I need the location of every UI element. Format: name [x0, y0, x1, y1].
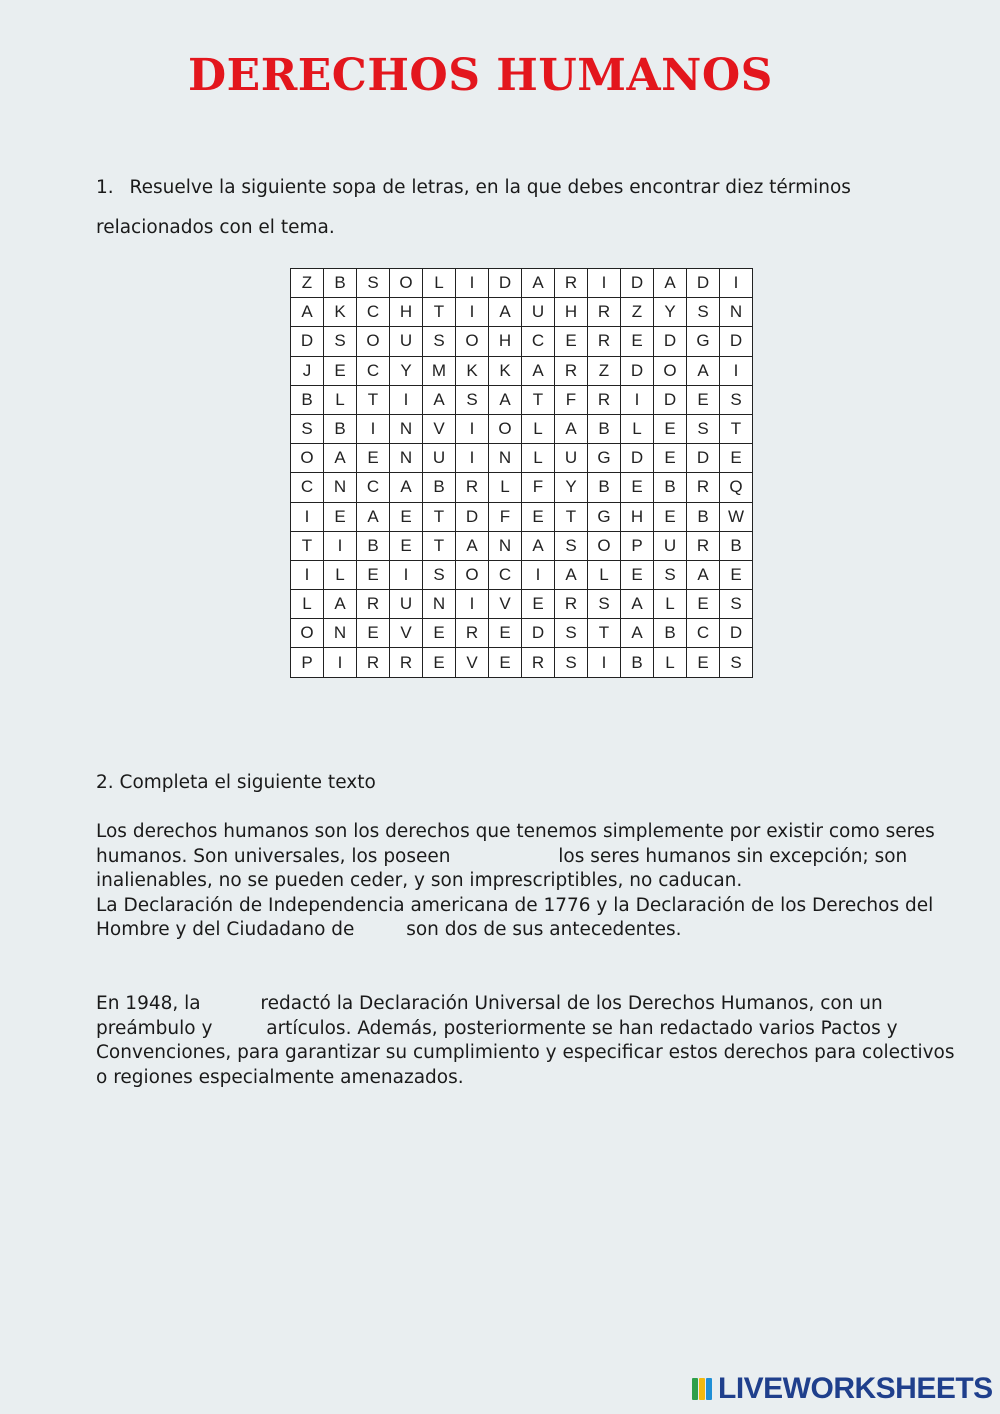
- grid-cell[interactable]: A: [489, 385, 522, 414]
- grid-cell[interactable]: T: [720, 414, 753, 443]
- grid-cell[interactable]: F: [522, 473, 555, 502]
- grid-row: [291, 590, 753, 619]
- grid-cell[interactable]: H: [390, 298, 423, 327]
- grid-cell[interactable]: D: [489, 269, 522, 298]
- grid-cell[interactable]: I: [357, 414, 390, 443]
- grid-cell[interactable]: S: [555, 531, 588, 560]
- grid-cell[interactable]: N: [489, 444, 522, 473]
- blank-input-4[interactable]: [218, 1033, 260, 1034]
- grid-cell[interactable]: C: [522, 327, 555, 356]
- grid-cell[interactable]: T: [423, 298, 456, 327]
- grid-cell[interactable]: R: [588, 327, 621, 356]
- grid-cell[interactable]: I: [456, 414, 489, 443]
- grid-cell[interactable]: Z: [588, 356, 621, 385]
- grid-cell[interactable]: K: [456, 356, 489, 385]
- grid-cell[interactable]: O: [390, 269, 423, 298]
- question-1-number: 1.: [96, 177, 114, 198]
- grid-cell[interactable]: N: [324, 619, 357, 648]
- grid-cell[interactable]: E: [720, 444, 753, 473]
- grid-cell[interactable]: E: [687, 648, 720, 677]
- grid-cell[interactable]: E: [654, 444, 687, 473]
- grid-cell[interactable]: A: [357, 502, 390, 531]
- question-1-text: Resuelve la siguiente sopa de letras, en la que debes encontrar diez términos relacionados con el tema.: [96, 177, 851, 238]
- grid-cell[interactable]: S: [456, 385, 489, 414]
- grid-cell[interactable]: I: [456, 444, 489, 473]
- grid-cell[interactable]: E: [324, 502, 357, 531]
- grid-cell[interactable]: I: [324, 648, 357, 677]
- grid-cell[interactable]: R: [687, 473, 720, 502]
- grid-row: [291, 648, 753, 677]
- paragraph-2-text-b: redactó la Declaración Universal de los Derechos Humanos, con un preámbulo y: [96, 993, 883, 1039]
- grid-cell[interactable]: R: [522, 648, 555, 677]
- grid-cell[interactable]: S: [423, 327, 456, 356]
- grid-cell[interactable]: M: [423, 356, 456, 385]
- grid-cell[interactable]: D: [720, 327, 753, 356]
- grid-cell[interactable]: I: [720, 269, 753, 298]
- grid-cell[interactable]: D: [720, 619, 753, 648]
- grid-cell[interactable]: O: [489, 414, 522, 443]
- grid-cell[interactable]: D: [522, 619, 555, 648]
- grid-row: [291, 502, 753, 531]
- grid-cell[interactable]: E: [423, 619, 456, 648]
- grid-cell[interactable]: A: [522, 269, 555, 298]
- grid-cell[interactable]: S: [720, 385, 753, 414]
- grid-cell[interactable]: R: [357, 648, 390, 677]
- grid-cell[interactable]: U: [390, 590, 423, 619]
- grid-cell[interactable]: O: [357, 327, 390, 356]
- grid-cell[interactable]: P: [291, 648, 324, 677]
- grid-cell[interactable]: C: [291, 473, 324, 502]
- grid-cell[interactable]: N: [390, 414, 423, 443]
- grid-cell[interactable]: L: [324, 560, 357, 589]
- grid-cell[interactable]: S: [324, 327, 357, 356]
- question-2-title: 2. Completa el siguiente texto: [96, 772, 376, 793]
- grid-cell[interactable]: D: [687, 269, 720, 298]
- grid-cell[interactable]: B: [324, 414, 357, 443]
- grid-cell[interactable]: L: [621, 414, 654, 443]
- grid-cell[interactable]: A: [324, 444, 357, 473]
- grid-row: [291, 269, 753, 298]
- grid-cell[interactable]: R: [555, 356, 588, 385]
- grid-cell[interactable]: B: [357, 531, 390, 560]
- grid-cell[interactable]: C: [687, 619, 720, 648]
- grid-cell[interactable]: V: [390, 619, 423, 648]
- paragraph-2-text-c: artículos. Además, posteriormente se han redactado varios Pactos y Convenciones, para garantizar su cumplimiento y especificar estos derechos para colectivos o regiones especialmente amenazados.: [96, 1017, 955, 1088]
- grid-row: [291, 356, 753, 385]
- grid-row: [291, 385, 753, 414]
- grid-cell[interactable]: B: [588, 473, 621, 502]
- grid-cell[interactable]: V: [423, 414, 456, 443]
- liveworksheets-logo-icon: [692, 1376, 714, 1402]
- grid-cell[interactable]: O: [456, 327, 489, 356]
- grid-cell[interactable]: D: [687, 444, 720, 473]
- blank-input-1[interactable]: [456, 861, 552, 862]
- grid-cell[interactable]: Z: [291, 269, 324, 298]
- grid-cell[interactable]: E: [687, 385, 720, 414]
- grid-cell[interactable]: P: [621, 531, 654, 560]
- paragraph-1-text-b: los seres humanos sin excepción; son inalienables, no se pueden ceder, y son imprescriptibles, no caducan.: [96, 845, 908, 892]
- grid-cell[interactable]: E: [357, 619, 390, 648]
- grid-cell[interactable]: N: [390, 444, 423, 473]
- grid-cell[interactable]: I: [291, 502, 324, 531]
- grid-cell[interactable]: B: [654, 473, 687, 502]
- grid-cell[interactable]: B: [423, 473, 456, 502]
- grid-row: [291, 327, 753, 356]
- grid-cell[interactable]: R: [555, 269, 588, 298]
- grid-cell[interactable]: I: [390, 560, 423, 589]
- grid-cell[interactable]: C: [357, 473, 390, 502]
- grid-cell[interactable]: K: [324, 298, 357, 327]
- grid-cell[interactable]: S: [654, 560, 687, 589]
- grid-cell[interactable]: G: [687, 327, 720, 356]
- paragraph-1-text-d: son dos de sus antecedentes.: [406, 919, 682, 941]
- grid-cell[interactable]: D: [291, 327, 324, 356]
- grid-cell[interactable]: N: [324, 473, 357, 502]
- grid-cell[interactable]: A: [291, 298, 324, 327]
- grid-cell[interactable]: C: [357, 356, 390, 385]
- grid-cell[interactable]: I: [522, 560, 555, 589]
- grid-cell[interactable]: D: [621, 444, 654, 473]
- grid-cell[interactable]: E: [654, 414, 687, 443]
- grid-cell[interactable]: J: [291, 356, 324, 385]
- grid-cell[interactable]: L: [588, 560, 621, 589]
- grid-cell[interactable]: E: [390, 502, 423, 531]
- grid-cell[interactable]: T: [522, 385, 555, 414]
- grid-cell[interactable]: E: [720, 560, 753, 589]
- grid-cell[interactable]: E: [357, 560, 390, 589]
- grid-cell[interactable]: L: [291, 590, 324, 619]
- grid-cell[interactable]: I: [324, 531, 357, 560]
- grid-cell[interactable]: E: [324, 356, 357, 385]
- grid-cell[interactable]: V: [456, 648, 489, 677]
- grid-cell[interactable]: S: [291, 414, 324, 443]
- grid-cell[interactable]: N: [489, 531, 522, 560]
- grid-cell[interactable]: Y: [555, 473, 588, 502]
- grid-cell[interactable]: O: [291, 444, 324, 473]
- paragraph-1-text-a: Los derechos humanos son los derechos que tenemos simplemente por existir como seres humanos. Son universales, los poseen: [96, 821, 935, 867]
- grid-cell[interactable]: F: [555, 385, 588, 414]
- grid-cell[interactable]: T: [291, 531, 324, 560]
- grid-cell[interactable]: A: [687, 560, 720, 589]
- grid-row: [291, 473, 753, 502]
- grid-cell[interactable]: U: [522, 298, 555, 327]
- grid-row: [291, 444, 753, 473]
- grid-cell[interactable]: E: [357, 444, 390, 473]
- grid-cell[interactable]: D: [621, 269, 654, 298]
- grid-cell[interactable]: A: [555, 414, 588, 443]
- grid-cell[interactable]: S: [357, 269, 390, 298]
- grid-cell[interactable]: B: [720, 531, 753, 560]
- blank-input-2[interactable]: [360, 934, 400, 935]
- word-search-grid: [290, 268, 753, 678]
- grid-cell[interactable]: T: [588, 619, 621, 648]
- grid-cell[interactable]: R: [687, 531, 720, 560]
- grid-cell[interactable]: R: [456, 473, 489, 502]
- grid-cell[interactable]: S: [555, 619, 588, 648]
- grid-cell[interactable]: S: [720, 590, 753, 619]
- liveworksheets-logo: [692, 1372, 993, 1406]
- blank-input-3[interactable]: [207, 1008, 255, 1009]
- grid-cell[interactable]: I: [456, 298, 489, 327]
- grid-row: [291, 560, 753, 589]
- grid-cell[interactable]: B: [588, 414, 621, 443]
- grid-cell[interactable]: E: [687, 590, 720, 619]
- grid-cell[interactable]: D: [621, 356, 654, 385]
- grid-cell[interactable]: I: [390, 385, 423, 414]
- grid-cell[interactable]: S: [423, 560, 456, 589]
- grid-cell[interactable]: R: [357, 590, 390, 619]
- grid-cell[interactable]: R: [555, 590, 588, 619]
- grid-cell[interactable]: E: [654, 502, 687, 531]
- grid-cell[interactable]: I: [720, 356, 753, 385]
- grid-cell[interactable]: C: [357, 298, 390, 327]
- grid-cell[interactable]: U: [654, 531, 687, 560]
- grid-cell[interactable]: E: [555, 327, 588, 356]
- paragraph-1: [96, 820, 966, 943]
- grid-cell[interactable]: D: [654, 385, 687, 414]
- grid-cell[interactable]: K: [489, 356, 522, 385]
- grid-cell[interactable]: G: [588, 502, 621, 531]
- grid-row: [291, 298, 753, 327]
- grid-cell[interactable]: R: [390, 648, 423, 677]
- grid-cell[interactable]: D: [456, 502, 489, 531]
- grid-cell[interactable]: E: [390, 531, 423, 560]
- grid-cell[interactable]: U: [555, 444, 588, 473]
- grid-cell[interactable]: C: [489, 560, 522, 589]
- grid-row: [291, 619, 753, 648]
- grid-cell[interactable]: B: [621, 648, 654, 677]
- grid-cell[interactable]: T: [555, 502, 588, 531]
- grid-cell[interactable]: E: [621, 473, 654, 502]
- grid-cell[interactable]: H: [621, 502, 654, 531]
- grid-cell[interactable]: I: [291, 560, 324, 589]
- grid-cell[interactable]: R: [588, 298, 621, 327]
- grid-cell[interactable]: S: [687, 298, 720, 327]
- grid-cell[interactable]: B: [291, 385, 324, 414]
- grid-cell[interactable]: E: [621, 327, 654, 356]
- grid-cell[interactable]: Y: [390, 356, 423, 385]
- grid-cell[interactable]: G: [588, 444, 621, 473]
- grid-cell[interactable]: Q: [720, 473, 753, 502]
- grid-row: [291, 531, 753, 560]
- grid-cell[interactable]: H: [489, 327, 522, 356]
- grid-cell[interactable]: L: [654, 648, 687, 677]
- grid-cell[interactable]: R: [588, 385, 621, 414]
- grid-cell[interactable]: S: [588, 590, 621, 619]
- grid-cell[interactable]: T: [357, 385, 390, 414]
- grid-cell[interactable]: E: [489, 648, 522, 677]
- grid-cell[interactable]: I: [456, 269, 489, 298]
- grid-cell[interactable]: L: [522, 414, 555, 443]
- grid-cell[interactable]: E: [522, 502, 555, 531]
- grid-cell[interactable]: Y: [654, 298, 687, 327]
- grid-cell[interactable]: A: [621, 590, 654, 619]
- grid-cell[interactable]: B: [324, 269, 357, 298]
- grid-cell[interactable]: I: [621, 385, 654, 414]
- grid-cell[interactable]: A: [555, 560, 588, 589]
- grid-cell[interactable]: B: [654, 619, 687, 648]
- grid-cell[interactable]: L: [423, 269, 456, 298]
- grid-cell[interactable]: R: [456, 619, 489, 648]
- grid-cell[interactable]: A: [390, 473, 423, 502]
- grid-cell[interactable]: A: [621, 619, 654, 648]
- grid-cell[interactable]: T: [423, 502, 456, 531]
- paragraph-1-text-c: La Declaración de Independencia americana de 1776 y la Declaración de los Derechos del Hombre y del Ciudadano de: [96, 894, 934, 941]
- grid-cell[interactable]: L: [489, 473, 522, 502]
- grid-cell[interactable]: E: [489, 619, 522, 648]
- grid-cell[interactable]: A: [522, 356, 555, 385]
- grid-row: [291, 414, 753, 443]
- grid-cell[interactable]: F: [489, 502, 522, 531]
- grid-cell[interactable]: V: [489, 590, 522, 619]
- question-1: [96, 168, 926, 248]
- grid-cell[interactable]: O: [456, 560, 489, 589]
- grid-cell[interactable]: A: [654, 269, 687, 298]
- grid-cell[interactable]: H: [555, 298, 588, 327]
- grid-cell[interactable]: S: [687, 414, 720, 443]
- grid-cell[interactable]: L: [654, 590, 687, 619]
- grid-cell[interactable]: I: [456, 590, 489, 619]
- grid-cell[interactable]: D: [654, 327, 687, 356]
- grid-cell[interactable]: A: [423, 385, 456, 414]
- grid-cell[interactable]: L: [522, 444, 555, 473]
- grid-cell[interactable]: E: [423, 648, 456, 677]
- grid-cell[interactable]: A: [687, 356, 720, 385]
- grid-cell[interactable]: U: [423, 444, 456, 473]
- grid-cell[interactable]: I: [588, 648, 621, 677]
- paragraph-2: [96, 992, 966, 1090]
- grid-cell[interactable]: O: [654, 356, 687, 385]
- grid-cell[interactable]: S: [720, 648, 753, 677]
- grid-cell[interactable]: N: [423, 590, 456, 619]
- logo-text: LIVEWORKSHEETS: [718, 1372, 993, 1405]
- paragraph-2-text-a: En 1948, la: [96, 993, 201, 1014]
- grid-cell[interactable]: U: [390, 327, 423, 356]
- grid-cell[interactable]: T: [423, 531, 456, 560]
- grid-cell[interactable]: L: [324, 385, 357, 414]
- grid-cell[interactable]: B: [687, 502, 720, 531]
- grid-cell[interactable]: E: [621, 560, 654, 589]
- grid-cell[interactable]: N: [720, 298, 753, 327]
- grid-cell[interactable]: S: [555, 648, 588, 677]
- grid-cell[interactable]: W: [720, 502, 753, 531]
- grid-cell[interactable]: A: [324, 590, 357, 619]
- grid-cell[interactable]: O: [588, 531, 621, 560]
- grid-cell[interactable]: A: [522, 531, 555, 560]
- grid-cell[interactable]: A: [456, 531, 489, 560]
- grid-cell[interactable]: O: [291, 619, 324, 648]
- grid-cell[interactable]: E: [522, 590, 555, 619]
- grid-cell[interactable]: A: [489, 298, 522, 327]
- grid-cell[interactable]: Z: [621, 298, 654, 327]
- grid-cell[interactable]: I: [588, 269, 621, 298]
- page-title: DERECHOS HUMANOS: [188, 50, 773, 101]
